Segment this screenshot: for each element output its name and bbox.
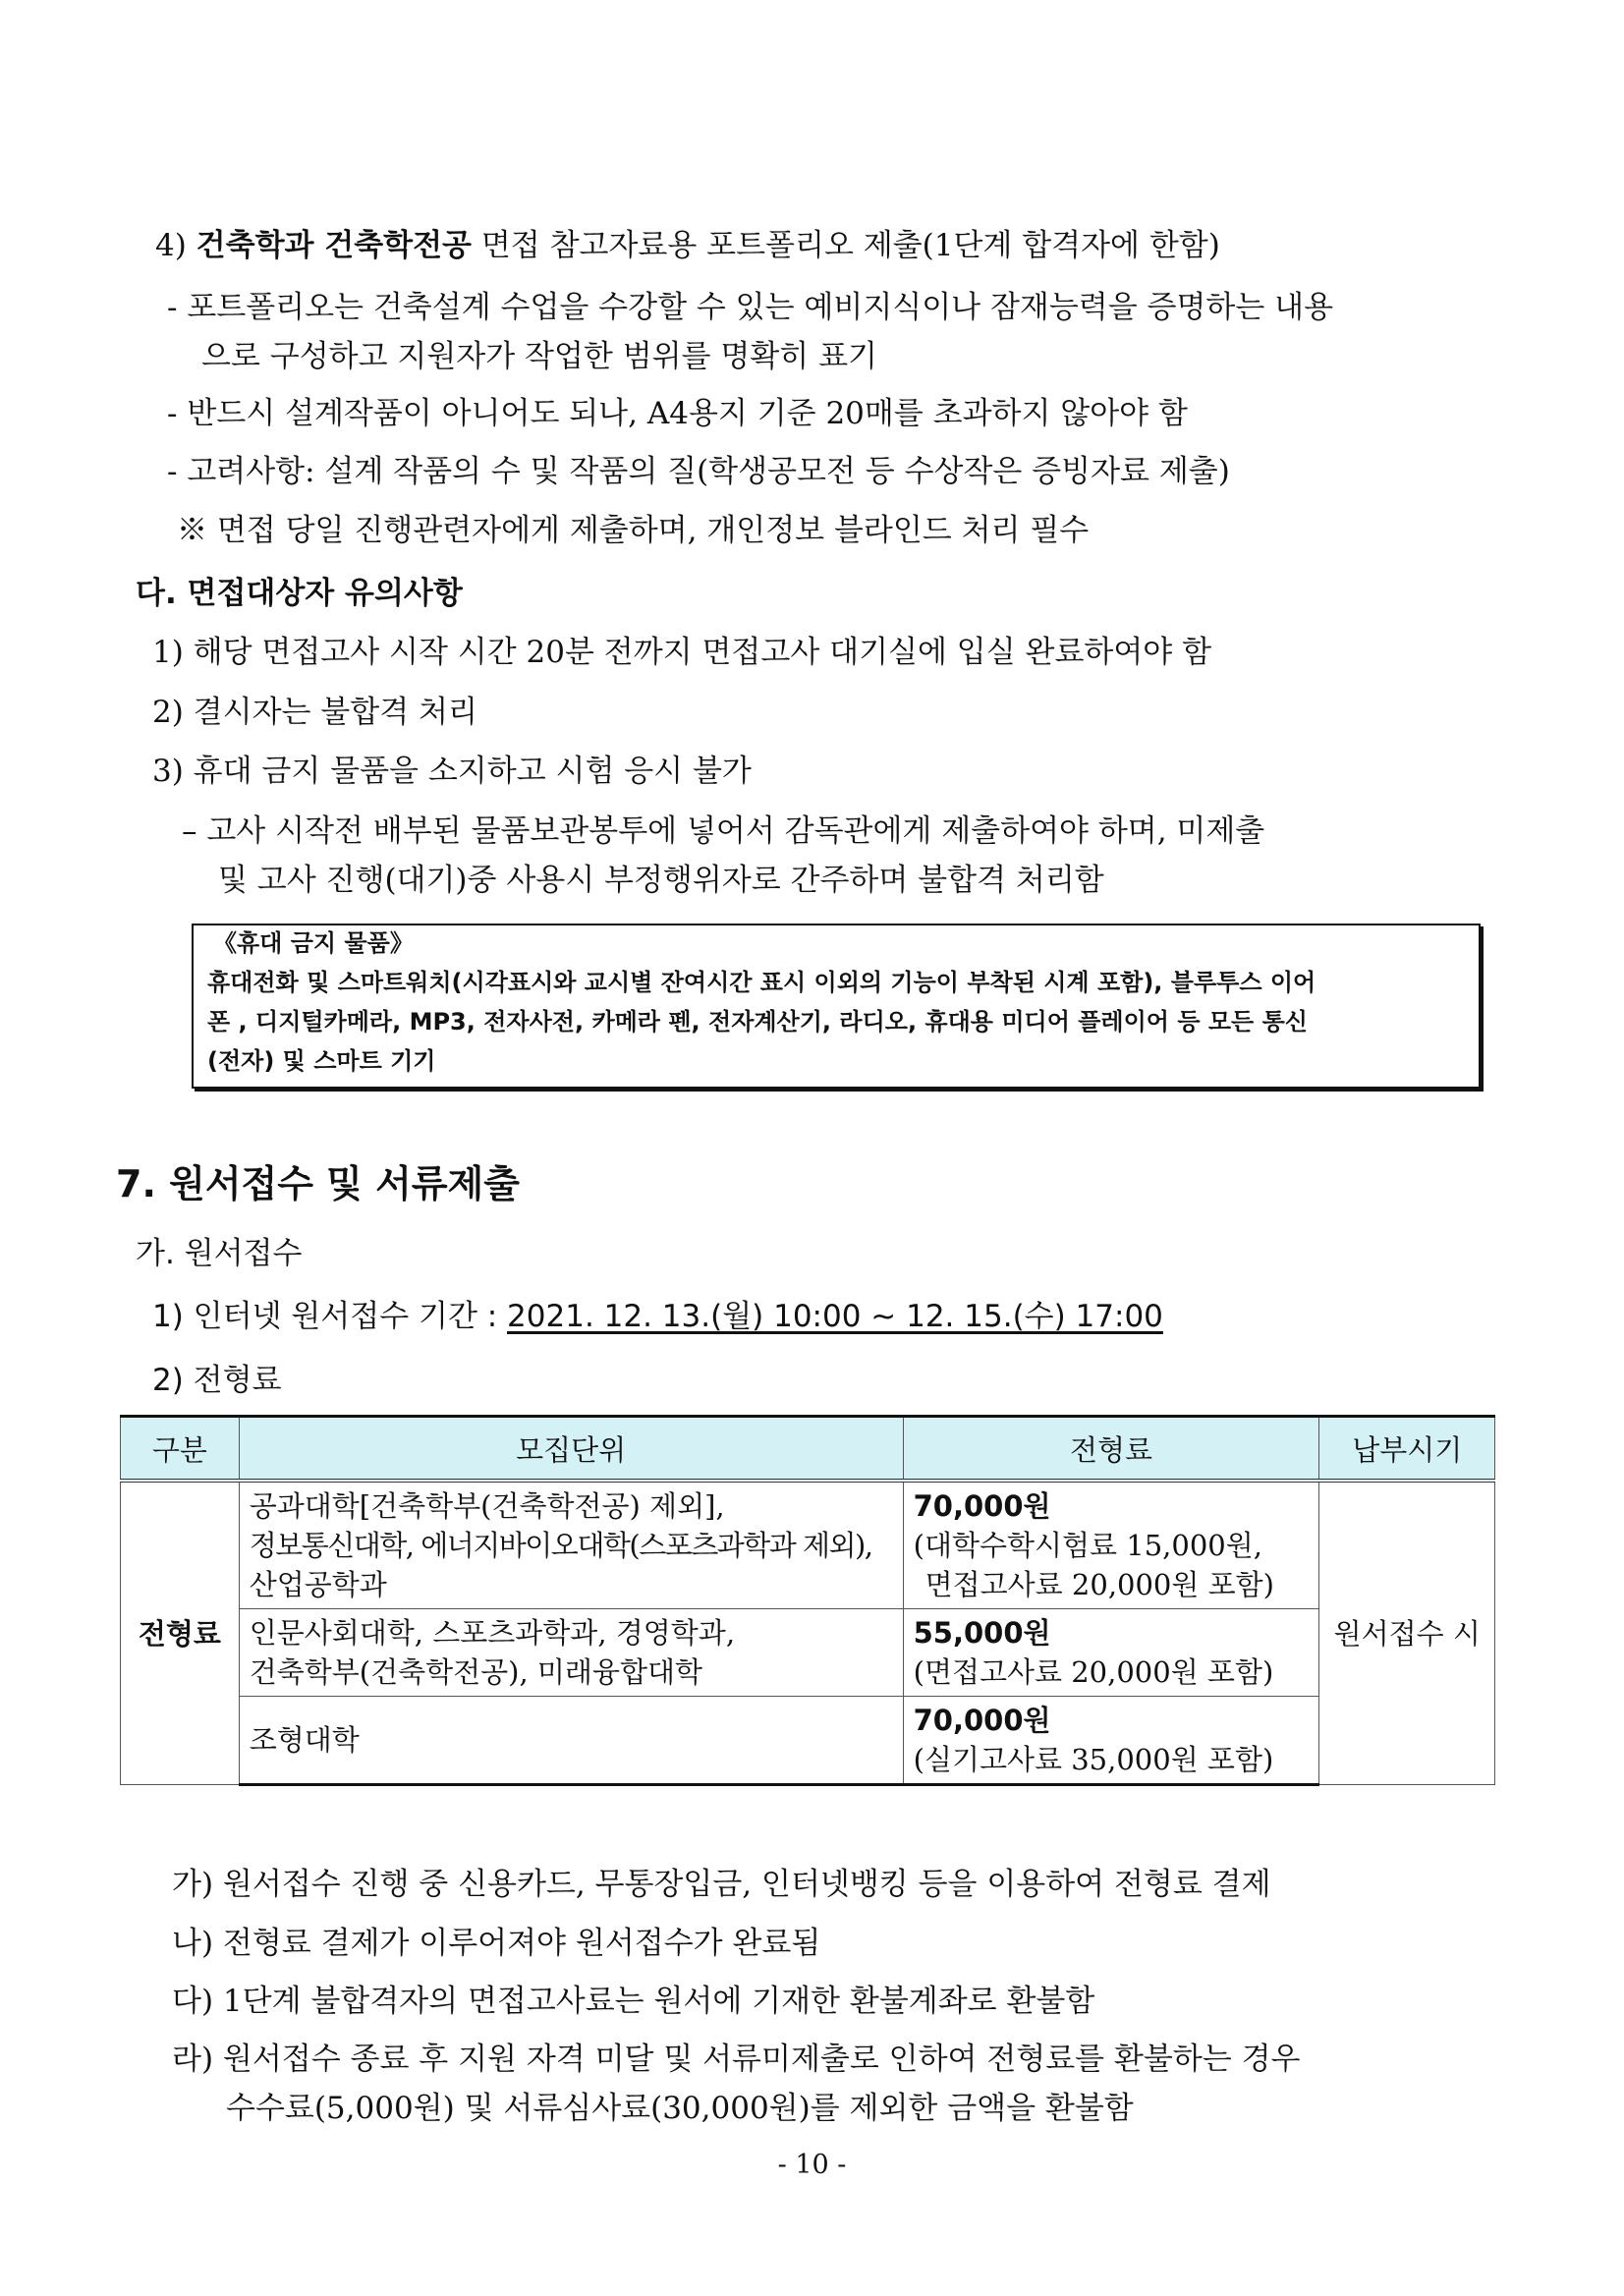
fee-note-da: 다) 1단계 불합격자의 면접고사료는 원서에 기재한 환불계좌로 환불함 (172, 1984, 1095, 2019)
category-cell: 전형료 (121, 1481, 240, 1785)
portfolio-line-4: - 고려사항: 설계 작품의 수 및 작품의 질(학생공모전 등 수상작은 증빙자료 제출) (167, 454, 1230, 489)
fee-note-ga: 가) 원서접수 진행 중 신용카드, 무통장입금, 인터넷뱅킹 등을 이용하여 전형료 결제 (172, 1867, 1271, 1902)
prohibited-items-box (192, 924, 1481, 1089)
application-subheading: 가. 원서접수 (136, 1236, 303, 1271)
fee-table-header (121, 1417, 1495, 1482)
application-period-dates: 2021. 12. 13.(월) 10:00 ~ 12. 15.(수) 17:00 (507, 1299, 1163, 1334)
portfolio-heading-bold: 건축학과 건축학전공 (196, 228, 472, 263)
col-header-category: 구분 (121, 1417, 240, 1482)
fee-note-ra-1: 라) 원서접수 종료 후 지원 자격 미달 및 서류미제출로 인하여 전형료를 환불하는 경우 (172, 2042, 1301, 2077)
fee-note-ra-2: 수수료(5,000원) 및 서류심사료(30,000원)를 제외한 금액을 환불함 (226, 2091, 1134, 2126)
table-row (121, 1697, 1495, 1785)
page-number: - 10 - (777, 2150, 847, 2180)
prohibited-items-line-2: 폰 , 디지털카메라, MP3, 전자사전, 카메라 펜, 전자계산기, 라디오, 휴대용 미디어 플레이어 등 모든 통신 (207, 1008, 1308, 1036)
fee-cell: 55,000원 (면접고사료 20,000원 포함) (903, 1609, 1319, 1697)
fee-table (120, 1415, 1495, 1786)
col-header-payment-time: 납부시기 (1319, 1417, 1495, 1482)
portfolio-note: ※ 면접 당일 진행관련자에게 제출하며, 개인정보 블라인드 처리 필수 (177, 513, 1090, 548)
prohibited-items-line-3: (전자) 및 스마트 기기 (207, 1047, 436, 1075)
prohibited-items-line-1: 휴대전화 및 스마트워치(시각표시와 교시별 잔여시간 표시 이외의 기능이 부착된 시계 포함), 블루투스 이어 (207, 969, 1316, 996)
interview-note-3a: – 고사 시작전 배부된 물품보관봉투에 넣어서 감독관에게 제출하여야 하며, 미제출 (182, 813, 1265, 849)
col-header-unit: 모집단위 (239, 1417, 903, 1482)
interview-notes-heading: 다. 면접대상자 유의사항 (136, 576, 463, 611)
interview-note-3: 3) 휴대 금지 물품을 소지하고 시험 응시 불가 (152, 754, 752, 789)
payment-time-cell: 원서접수 시 (1319, 1481, 1495, 1785)
table-row (121, 1481, 1495, 1609)
unit-cell: 조형대학 (239, 1697, 903, 1785)
unit-cell: 인문사회대학, 스포츠과학과, 경영학과, 건축학부(건축학전공), 미래융합대학 (239, 1609, 903, 1697)
portfolio-line-2: 으로 구성하고 지원자가 작업한 범위를 명확히 표기 (201, 339, 877, 374)
section-7-heading: 7. 원서접수 및 서류제출 (116, 1162, 520, 1205)
fee-subheading: 2) 전형료 (152, 1363, 282, 1398)
interview-note-2: 2) 결시자는 불합격 처리 (152, 695, 477, 730)
portfolio-line-1: - 포트폴리오는 건축설계 수업을 수강할 수 있는 예비지식이나 잠재능력을 증명하는 내용 (167, 290, 1334, 325)
prohibited-items-title: 《휴대 금지 물품》 (213, 929, 414, 957)
application-period: 1) 인터넷 원서접수 기간 : 2021. 12. 13.(월) 10:00 ~ 12. 15.(수) 17:00 (152, 1299, 1163, 1334)
table-row (121, 1609, 1495, 1697)
fee-cell: 70,000원 (대학수학시험료 15,000원, 면접고사료 20,000원 포함) (903, 1481, 1319, 1609)
fee-cell: 70,000원 (실기고사료 35,000원 포함) (903, 1697, 1319, 1785)
col-header-fee: 전형료 (903, 1417, 1319, 1482)
interview-note-1: 1) 해당 면접고사 시작 시간 20분 전까지 면접고사 대기실에 입실 완료하여야 함 (152, 635, 1212, 670)
fee-note-na: 나) 전형료 결제가 이루어져야 원서접수가 완료됨 (172, 1926, 821, 1961)
unit-cell: 공과대학[건축학부(건축학전공) 제외], 정보통신대학, 에너지바이오대학(스포츠과학과 제외), 산업공학과 (239, 1481, 903, 1609)
interview-note-3b: 및 고사 진행(대기)중 사용시 부정행위자로 간주하며 불합격 처리함 (218, 863, 1104, 898)
portfolio-line-3: - 반드시 설계작품이 아니어도 되나, A4용지 기준 20매를 초과하지 않아야 함 (167, 396, 1188, 431)
portfolio-heading: 4) 건축학과 건축학전공 면접 참고자료용 포트폴리오 제출(1단계 합격자에 한함) (155, 228, 1220, 263)
